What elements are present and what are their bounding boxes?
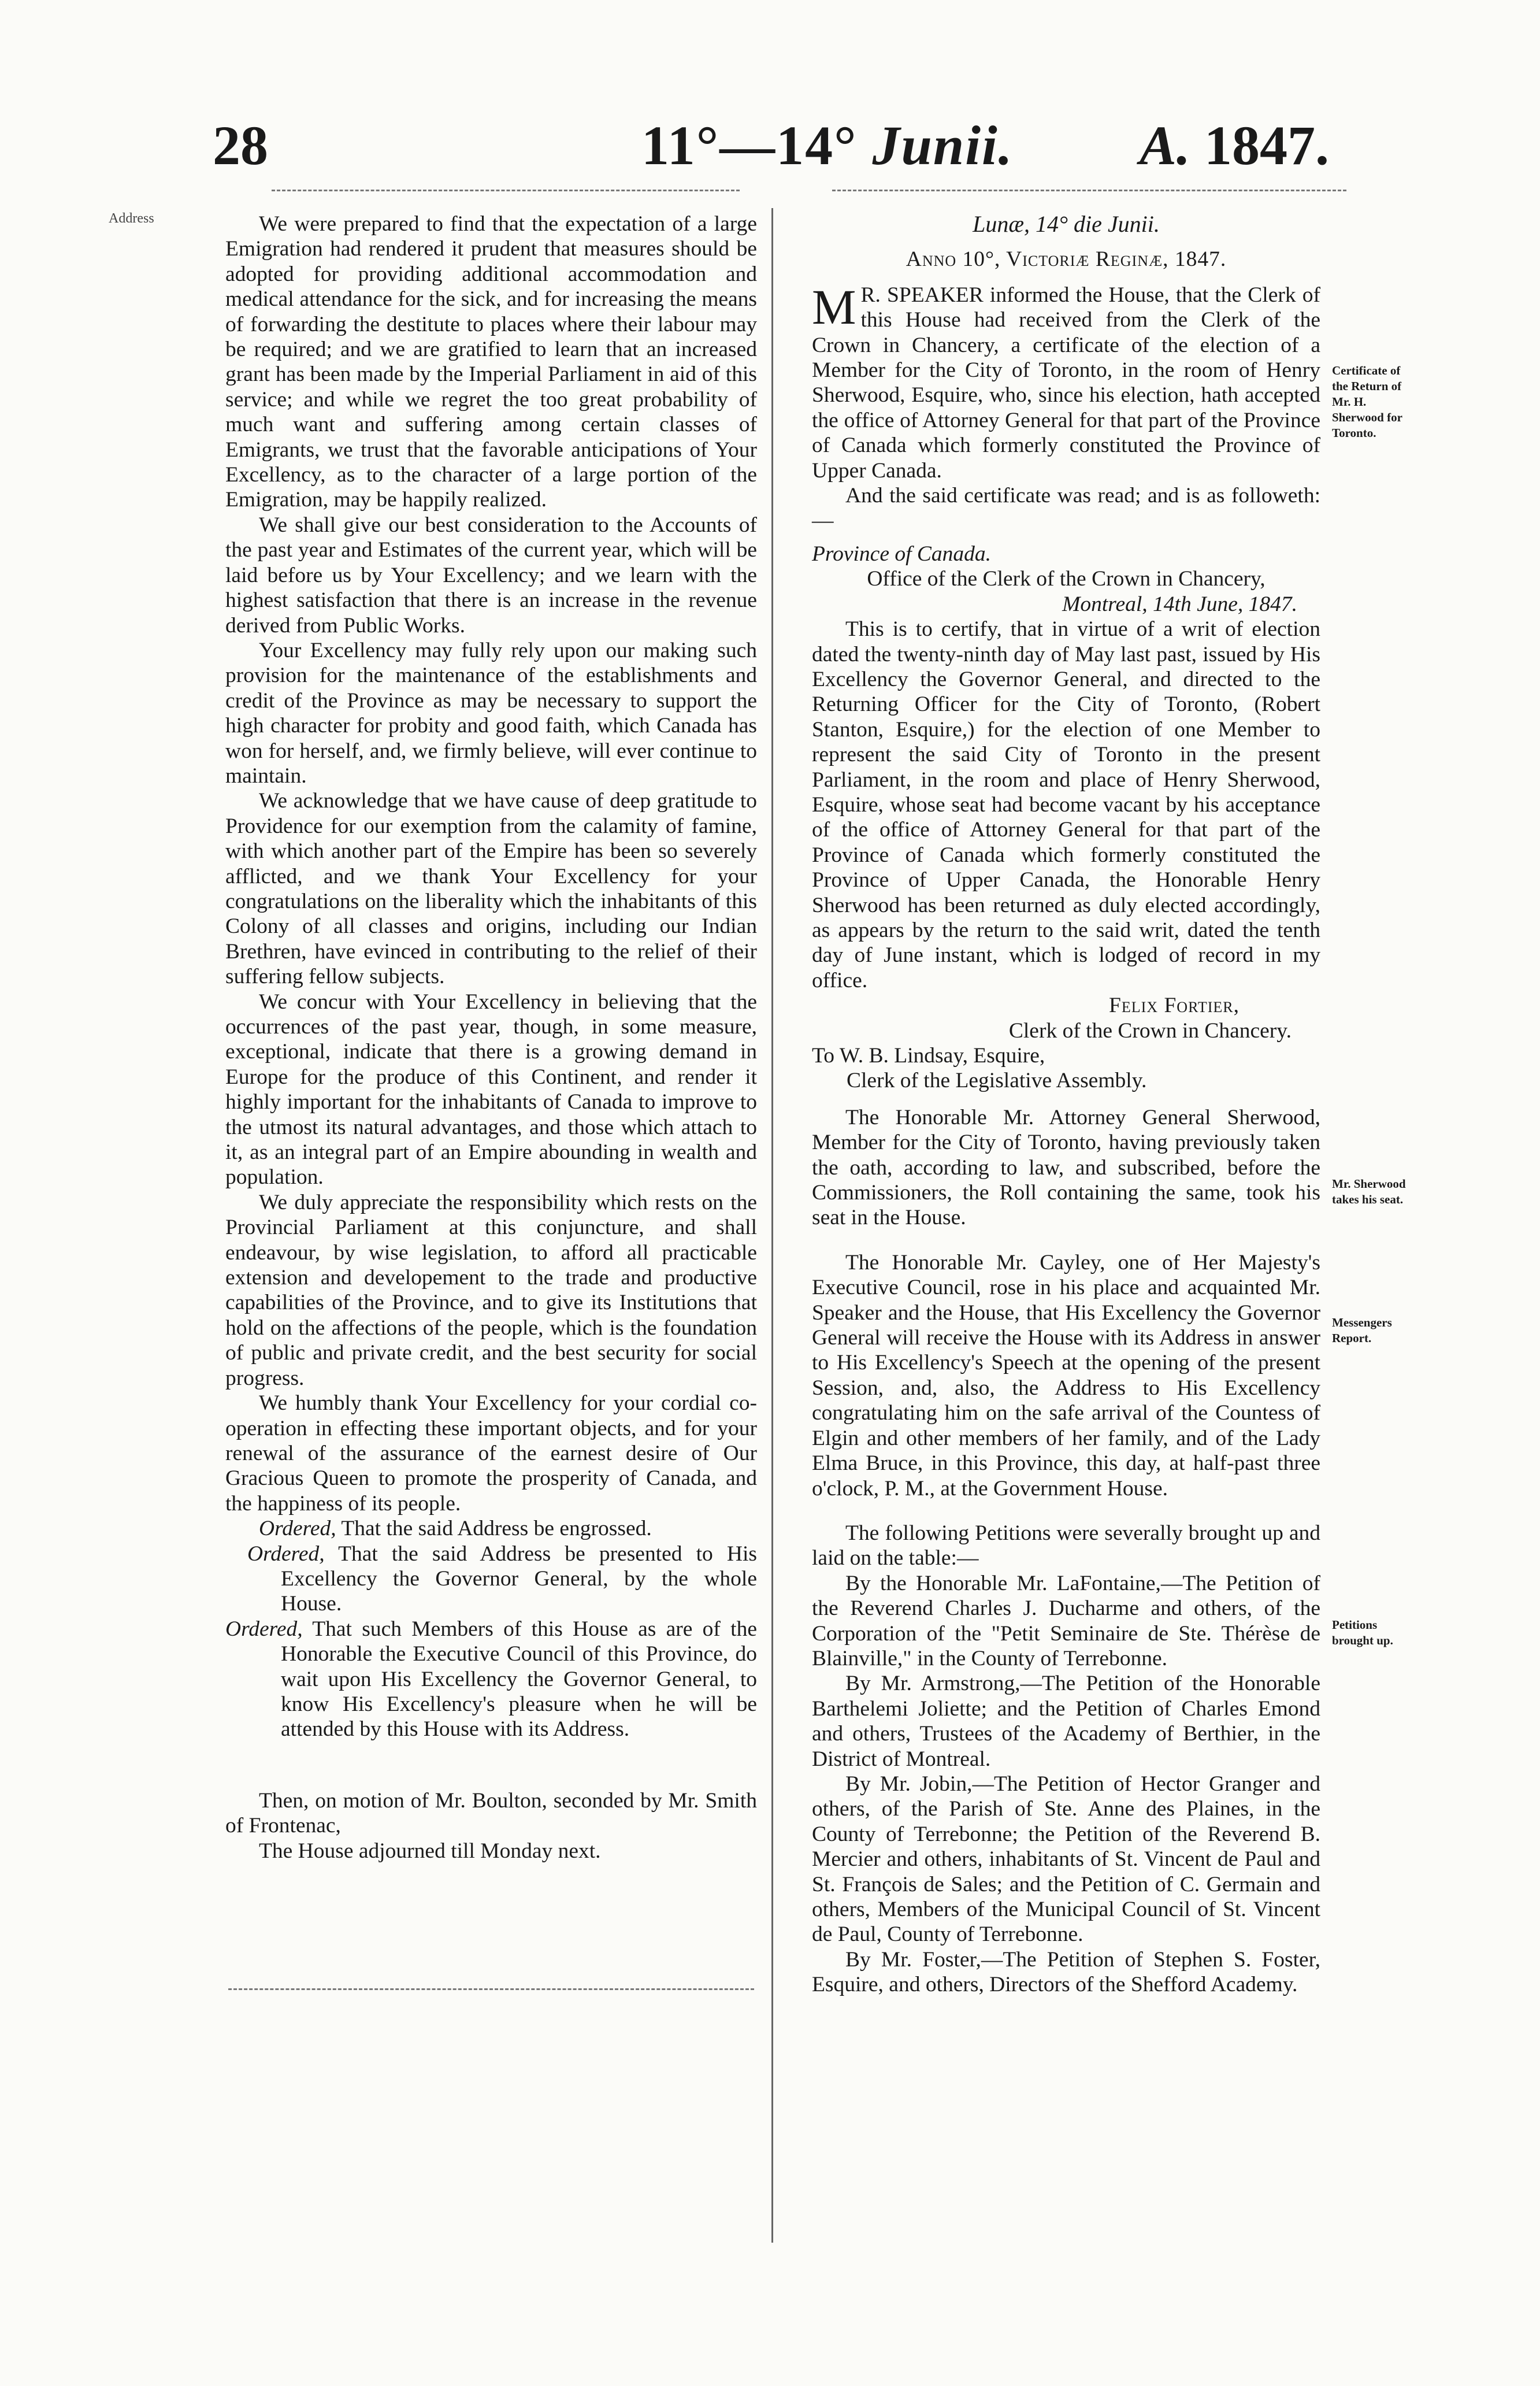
margin-note-messengers: Messengers Report. [1332,1316,1392,1345]
office-date: Montreal, 14th June, 1847. [1062,592,1297,616]
year-abbrev: A. [1140,114,1191,176]
announcement-text: R. SPEAKER informed the House, that the Clerk of this House had received from the Clerk of the Crown in Chancery, a certificate of the election of a Member for the City of Toronto, in the room of Henry Sherwood, Esquire, who, since his election, hath accepted the office of Attorney General for that part of the Province of Canada which formerly constituted the Province of Upper Canada. [812,283,1320,483]
running-head-year [1140,113,1329,177]
address-paragraph-famine: We acknowledge that we have cause of deep gratitude to Providence for our exemption from the calamity of famine, with which another part of the Empire has been so severely afflicted, and we thank Your Excellency for your congratulations on the liberality which the inhabitants of this Colony of all classes and origins, including our Indian Brethren, have evinced in contributing to the relief of their suffering fellow subjects. [225,789,757,989]
day-heading: Lunæ, 14° die Junii. [973,211,1160,237]
left-end-rule [228,1988,754,1990]
signature-name: Felix Fortier, [1109,994,1240,1018]
order-label: Ordered, [259,1517,336,1541]
signature-title: Clerk of the Crown in Chancery. [1008,1018,1292,1043]
year-value: 1847. [1190,114,1330,176]
province-line: Province of Canada. [812,542,992,566]
sherwood-seated: The Honorable Mr. Attorney General Sherwood, Member for the City of Toronto, having previously taken the oath, according to law, and subscribed, before the Commissioners, the Roll containing the same, took his seat in the House. [812,1105,1320,1230]
speaker-announcement [812,279,1320,483]
order-engrossed [225,1516,757,1541]
address-paragraph-thanks: We humbly thank Your Excellency for your cordial co-operation in effecting these important objects, and for your renewal of the assurance of the earnest desire of Our Gracious Queen to promote the prosperity of Canada, and the happiness of its people. [225,1391,757,1516]
petitions-intro: The following Petitions were severally brought up and laid on the table:— [812,1521,1320,1570]
messenger-report: The Honorable Mr. Cayley, one of Her Majesty's Executive Council, rose in his place and acquainted Mr. Speaker and the House, that His Excellency the Governor General will receive the House with its Address in answer to His Excellency's Speech at the opening of the present Session, and, also, the Address to His Excellency congratulating him on the safe arrival of the Countess of Elgin and other members of her family, and of the Lady Elma Bruce, in this Province, this day, at half-past three o'clock, P. M., at the Government House. [812,1250,1320,1500]
petition-jobin: By Mr. Jobin,—The Petition of Hector Granger and others, of the Parish of Ste. Anne des Plaines, in the County of Terrebonne; the Petition of the Reverend B. Mercier and others, inhabitants of St. Vincent de Paul and St. François de Sales; and the Petition of C. Germain and others, Members of the Municipal Council of St. Vincent de Paul, County of Terrebonne. [812,1772,1320,1947]
address-paragraph-credit: Your Excellency may fully rely upon our making such provision for the maintenance of the establishments and credit of the Province as may be necessary to support the high character for probity and good faith, which Canada has won for herself, and, we firmly believe, will ever continue to maintain. [225,638,757,788]
column-divider [771,208,773,2243]
address-paragraph-europe: We concur with Your Excellency in believing that the occurrences of the past year, though, in some measure, exceptional, indicate that there is a growing demand in Europe for the produce of this Continent, and render it highly important for the inhabitants of Canada to improve to the utmost its natural advantages, and those which attach to it, as an integral part of an Empire abounding in wealth and population. [225,990,757,1190]
adjournment-text: The House adjourned till Monday next. [259,1839,601,1863]
order-text: That the said Address be engrossed. [336,1517,652,1541]
header-rule-right [832,190,1346,191]
date-prefix: 11°—14° [641,114,873,176]
margin-note-petitions: Petitions brought up. [1332,1618,1393,1647]
office-line: Office of the Clerk of the Crown in Chancery, [867,567,1266,591]
address-paragraph-emigration: We were prepared to find that the expectation of a large Emigration had rendered it prudent that measures should be adopted for providing additional accommodation and medical attendance for the sick, and for increasing the means of forwarding the destitute to places where their labour may be required; and we are gratified to learn that an increased grant has been made by the Imperial Parliament in aid of this service; and while we regret the too great probability of much want and suffering among certain classes of Emigrants, we trust that the favorable anticipations of Your Excellency, as to the character of a large portion of the Emigration, may be happily realized. [225,212,757,512]
order-text: That the said Address be presented to His Excellency the Governor General, by the whole House. [281,1542,757,1616]
petition-foster: By Mr. Foster,—The Petition of Stephen S. Foster, Esquire, and others, Directors of the Shefford Academy. [812,1947,1320,1997]
order-text: That such Members of this House as are of the Honorable the Executive Council of this Province, do wait upon His Excellency the Governor General, to know His Excellency's pleasure when he will be attended by this House with its Address. [281,1617,757,1742]
order-label: Ordered, [247,1542,325,1566]
addressee-title: Clerk of the Legislative Assembly. [847,1069,1147,1093]
margin-note-certificate: Certificate of the Return of Mr. H. Sherwood for Toronto. [1332,364,1402,440]
margin-note-address: Address [109,211,154,226]
order-wait-upon [225,1617,757,1742]
right-column [812,212,1320,1998]
address-paragraph-legislation: We duly appreciate the responsibility which rests on the Provincial Parliament at this conjuncture, and shall endeavour, by wise legislation, to afford all practicable extension and developement to the trade and productive capabilities of the Province, and to give its Institutions that hold on the affections of the people, which is the foundation of public and private credit, and the best security for social progress. [225,1190,757,1390]
drop-cap: M [812,279,856,335]
address-paragraph-accounts: We shall give our best consideration to the Accounts of the past year and Estimates of the current year, which will be laid before us by Your Excellency; and we learn with the highest satisfaction that there is an increase in the revenue derived from Public Works. [225,513,757,638]
margin-note-sherwood-seat: Mr. Sherwood takes his seat. [1332,1177,1406,1206]
addressee-line: To W. B. Lindsay, Esquire, [812,1044,1045,1068]
order-label: Ordered, [225,1617,303,1641]
spacer [225,1742,757,1788]
page-number: 28 [213,114,268,176]
left-column [225,212,757,1863]
motion-text: Then, on motion of Mr. Boulton, seconded by Mr. Smith of Frontenac, [225,1788,757,1838]
running-head-date [641,113,1014,177]
header-rule-left [272,190,740,191]
certificate-read: And the said certificate was read; and is as followeth:— [812,484,1320,533]
regnal-year: Anno 10°, Victoriæ Reginæ, 1847. [906,247,1227,272]
petition-armstrong: By Mr. Armstrong,—The Petition of the Honorable Barthelemi Joliette; and the Petition of Charles Emond and others, Trustees of the Academy of Berthier, in the District of Montreal. [812,1672,1320,1771]
petition-lafontaine: By the Honorable Mr. LaFontaine,—The Petition of the Reverend Charles J. Ducharme and others, of the Corporation of the "Petit Seminaire de Ste. Thérèse de Blainville," in the County of Terrebonne. [812,1571,1320,1670]
date-month: Junii. [872,114,1014,176]
order-presented [225,1542,757,1617]
certificate-body: This is to certify, that in virtue of a writ of election dated the twenty-ninth day of May last past, issued by His Excellency the Governor General, and directed to the Returning Officer for the City of Toronto, (Robert Stanton, Esquire,) for the election of one Member to represent the said City of Toronto in the present Parliament, in the room and place of Henry Sherwood, Esquire, whose seat had become vacant by his acceptance of the office of Attorney General for that part of the Province of Canada which formerly constituted the Province of Upper Canada, the Honorable Henry Sherwood has been returned as duly elected accordingly, as appears by the return to the said writ, dated the tenth day of June instant, which is lodged of record in my office. [812,617,1320,992]
